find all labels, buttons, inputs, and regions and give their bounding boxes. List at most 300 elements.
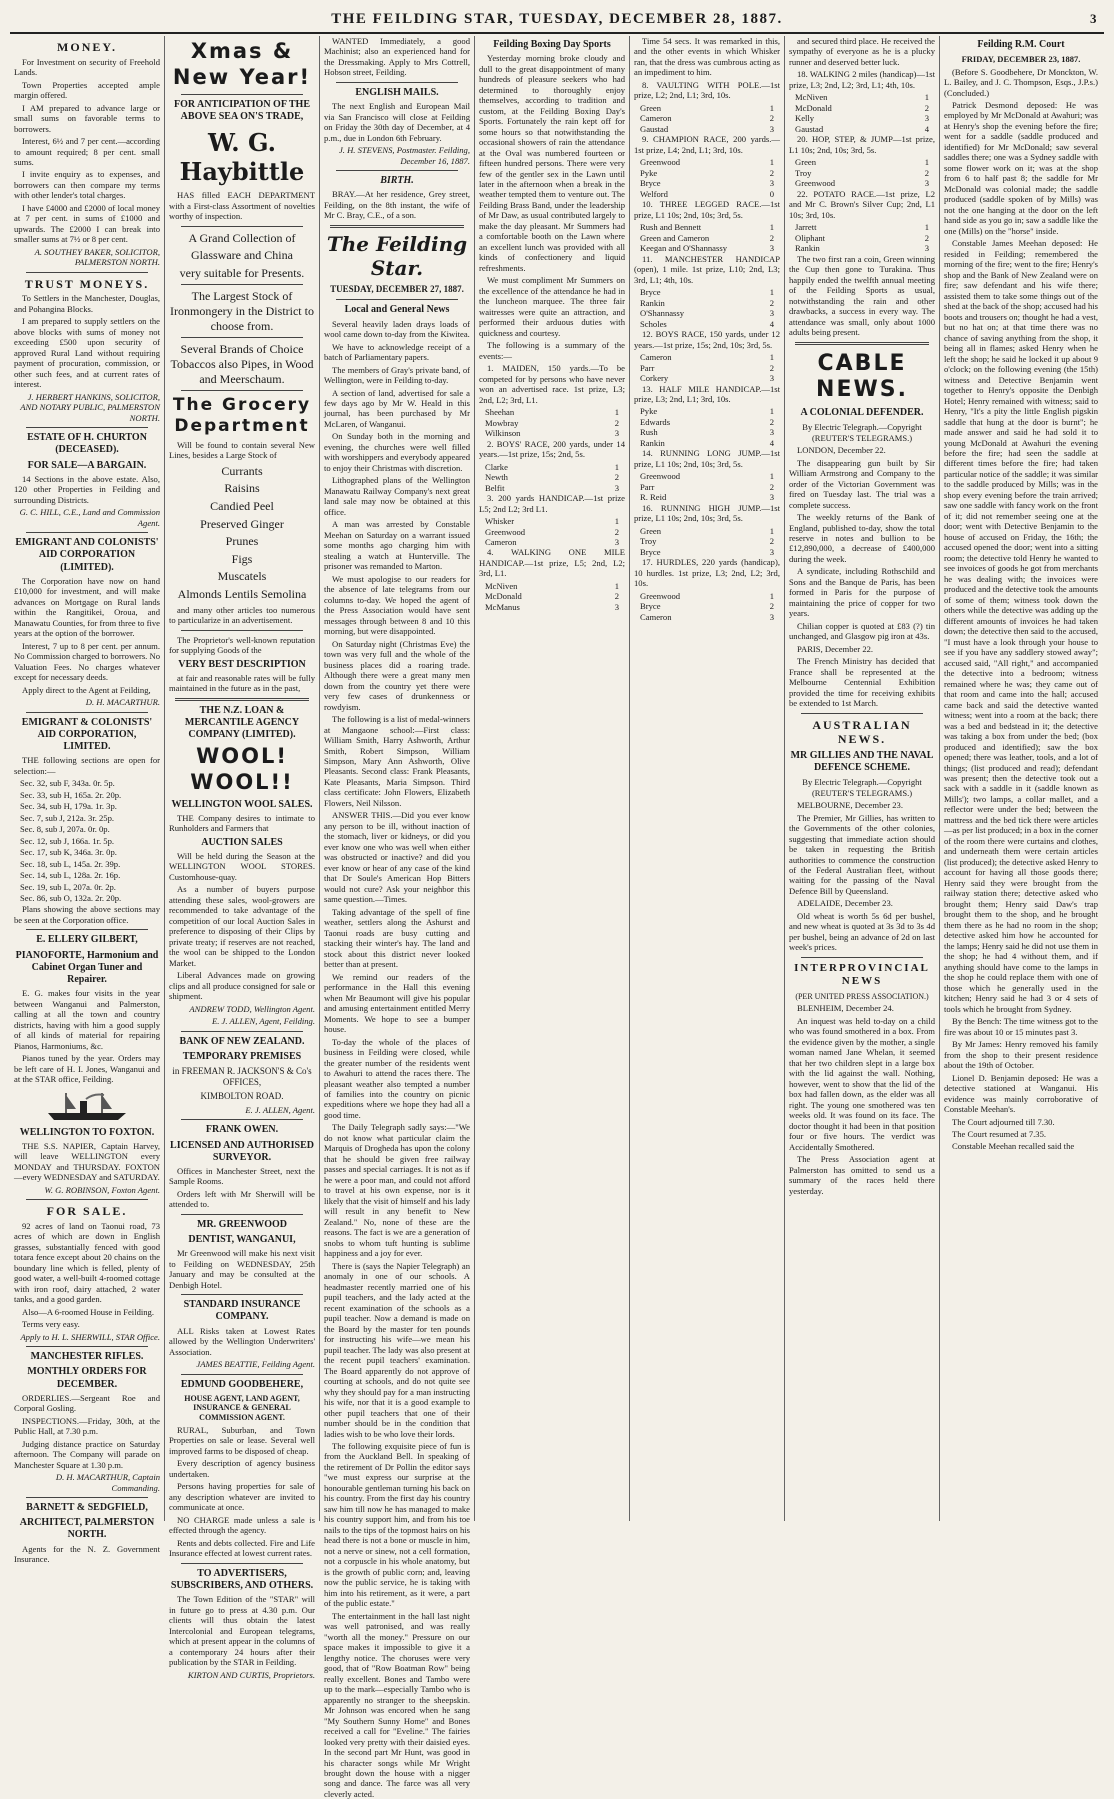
masthead <box>10 6 1104 34</box>
result-name: Gaustad <box>640 123 669 134</box>
result-name: Green <box>795 157 816 168</box>
result-row <box>479 591 625 601</box>
court-text: By Mr James: Henry removed his family from the shop to their present residence about the 19th of October. <box>944 1039 1098 1071</box>
result-place: 2 <box>769 536 774 547</box>
event-title: 17. HURDLES, 220 yards (handicap), 10 hurdles. 1st prize, L3; 2nd, L2; 3rd, 10s. <box>634 557 780 589</box>
rifles-sub: MONTHLY ORDERS FOR DECEMBER. <box>27 1366 147 1390</box>
colonial-heading: A COLONIAL DEFENDER. <box>800 407 924 419</box>
result-name: Rush <box>640 427 658 438</box>
result-name: McManus <box>485 601 520 612</box>
result-place: 1 <box>769 352 774 363</box>
sports-continued: Time 54 secs. It was remarked in this, and the other events in which Whisker ran, that the dress was cumbrous acting as an impediment to him. <box>634 36 780 78</box>
wool-signature: ANDREW TODD, Wellington Agent. <box>189 1003 315 1014</box>
cable-item: A syndicate, including Rothschild and Sons and the Banque de Paris, has been formed in Paris for the purpose of maintaining the price of copper for two years. <box>789 566 935 619</box>
divider <box>801 713 923 714</box>
xmas-text: A Grand Collection of <box>188 230 296 245</box>
result-row <box>789 178 935 188</box>
divider <box>336 299 458 300</box>
sports-heading: Feilding Boxing Day Sports <box>493 39 611 50</box>
grocery-item: Prunes <box>225 534 259 549</box>
event-title: 13. HALF MILE HANDICAP.—1st prize, L3; 2nd, L1; 3rd, 10s. <box>634 383 780 404</box>
column-6 <box>785 36 940 1521</box>
grocery-item: Preserved Ginger <box>200 516 284 531</box>
event-title: 3. 200 yards HANDICAP.—1st prize L5; 2nd L2; 3rd L1. <box>479 493 625 514</box>
divider <box>26 1497 148 1498</box>
money-heading: MONEY. <box>57 40 117 54</box>
estate-sub: FOR SALE—A BARGAIN. <box>27 459 147 471</box>
money-text: Town Properties accepted ample margin offered. <box>14 79 160 101</box>
result-name: McDonald <box>485 591 522 602</box>
divider <box>181 1214 303 1215</box>
aus-item: The Premier, Mr Gillies, has written to the Governments of the other colonies, suggesting that immediate action should be taken in requesting the British authorities to commence the construction of the Federal Australian fleet, without waiting for the passing of the Naval Defence Bill by Queensland. <box>789 812 935 896</box>
owen-text: Offices in Manchester Street, next the Sample Rooms. <box>169 1165 315 1187</box>
result-name: Green <box>640 525 661 536</box>
result-place: 3 <box>924 243 929 254</box>
result-place: 2 <box>614 591 619 602</box>
rifles-signature: D. H. MACARTHUR, Captain Commanding. <box>55 1472 160 1493</box>
greenwood-sub: DENTIST, WANGANUI, <box>188 1234 296 1246</box>
result-place: 3 <box>769 123 774 134</box>
rural-text: Every description of agency business undertaken. <box>169 1458 315 1479</box>
result-place: 1 <box>769 222 774 233</box>
result-row <box>634 547 780 557</box>
result-row <box>634 352 780 362</box>
result-place: 2 <box>924 167 929 178</box>
local-news-item: The members of Gray's private band, of Wellington, were in Feilding to-day. <box>324 364 470 386</box>
trust-signature: J. HERBERT HANKINS, SOLICITOR, AND NOTARY PUBLIC, PALMERSTON NORTH. <box>20 391 160 423</box>
sections-text: Plans showing the above sections may be seen at the Corporation office. <box>14 904 160 925</box>
paper-title: The Feilding Star. <box>326 231 468 281</box>
wool-text: Will be held during the Season at the WELLINGTON WOOL STORES. Customhouse-quay. <box>169 850 315 882</box>
estate-signature: G. C. HILL, C.E., Land and Commission Agent. <box>19 507 160 528</box>
result-row <box>634 319 780 329</box>
event-title: 22. POTATO RACE.—1st prize, L2 and Mr C. Brown's Silver Cup; 2nd, L1 10s; 3rd, 10s. <box>789 188 935 220</box>
result-row <box>634 308 780 318</box>
result-row <box>634 492 780 502</box>
divider <box>26 712 148 713</box>
result-place: 3 <box>769 178 774 189</box>
result-name: O'Shannassy <box>640 308 685 319</box>
divider <box>330 225 464 228</box>
result-place: 3 <box>614 536 619 547</box>
cable-sub: By Electric Telegraph.—Copyright (REUTER'S TELEGRAMS.) <box>802 422 922 443</box>
loan-company: THE N.Z. LOAN & MERCANTILE AGENCY COMPANY (LIMITED). <box>184 704 300 741</box>
result-place: 2 <box>769 113 774 124</box>
emigrant-text: Interest, 7 up to 8 per cent. per annum. No Commission charged to borrowers. No Valuation Fees. No charges whatever except for necessary deeds. <box>14 640 160 683</box>
sports-intro: The following is a summary of the events:— <box>479 340 625 361</box>
cable-news-heading: CABLE NEWS. <box>816 350 908 403</box>
tobacco-text: Several Brands of Choice Tobaccos also Pipes, in Wood and Meerschaum. <box>170 342 314 386</box>
result-name: Pyke <box>640 167 658 178</box>
result-row <box>634 406 780 416</box>
sale-text: 92 acres of land on Taonui road, 73 acres of which are down in English grasses, substantially fenced with good totara fence except about 20 chains on the boundary line which is felled, plenty of good water, a well-built 4-roomed cottage with iron roof, dairy attached, 2 water tanks, and a good garden. <box>14 1220 160 1305</box>
result-name: Greenwood <box>640 590 681 601</box>
result-row <box>634 157 780 167</box>
result-row <box>479 472 625 482</box>
divider <box>336 170 458 171</box>
money-text: I invite enquiry as to expenses, and borrowers can then compare my terms with other lender's total charges. <box>14 169 160 201</box>
result-row <box>634 438 780 448</box>
result-row <box>634 526 780 536</box>
result-place: 1 <box>614 407 619 418</box>
interprovincial-sub: (PER UNITED PRESS ASSOCIATION.) <box>795 991 929 1001</box>
event-title: 16. RUNNING HIGH JUMP.—1st prize, L1 10s; 2nd, 10s; 3rd, 5s. <box>634 502 780 524</box>
result-place: 2 <box>614 417 619 428</box>
steamship-icon <box>42 1089 132 1123</box>
emigrant-heading: EMIGRANT AND COLONISTS' AID CORPORATION (LIMITED). <box>15 537 159 573</box>
result-row <box>634 287 780 297</box>
result-name: Rankin <box>640 437 665 448</box>
result-name: Belfit <box>485 482 505 493</box>
local-news-item: On Sunday both in the morning and evening, the churches were well filled with worshippers and everybody appeared to enjoy their Christmas with discretion. <box>324 431 470 473</box>
cable-item: The disappearing gun built by Sir William Armstrong and Company to the order of the Victorian Government was fired on Tuesday last. The trial was a complete success. <box>789 457 935 510</box>
section-item: Sec. 12, sub J, 166a. 1r. 5p. <box>20 835 115 846</box>
xmas-sub: FOR ANTICIPATION OF THE ABOVE SEA ON'S TRADE, <box>173 99 311 123</box>
column-2 <box>165 36 320 1680</box>
result-place: 3 <box>614 428 619 439</box>
local-news-item: We have to acknowledge receipt of a batch of Parliamentary papers. <box>324 341 470 363</box>
section-item: Sec. 32, sub F, 343a. 0r. 5p. <box>20 778 115 789</box>
result-place: 4 <box>769 318 774 329</box>
sections-text: THE following sections are open for selection:— <box>14 755 160 776</box>
proprietor-heading: VERY BEST DESCRIPTION <box>178 658 306 670</box>
result-name: Bryce <box>640 178 661 189</box>
result-name: Cameron <box>640 113 672 124</box>
result-row <box>634 536 780 546</box>
event-title: 2. BOYS' RACE, 200 yards, under 14 years.—1st prize, 15s; 2nd, 5s. <box>479 438 625 460</box>
local-news-item: The following is a list of medal-winners at Mangaone school:—First class: William Smith, Harry Ashworth, Arthur Smith, Robert Simpson, William Simpson, Mary Ann Ashworth, Olive Pleasants. Second class: Frank Pleasants, Kate Pleasants, Maria Simpson. Third class certificate: John Flowers, Elizabeth Flowers, Neil Nilsson. <box>324 714 470 808</box>
result-place: 3 <box>769 373 774 384</box>
result-name: Troy <box>795 167 812 178</box>
rural-text: Rents and debts collected. Fire and Life Insurance effected at lowest current rates. <box>169 1537 315 1559</box>
local-news-item: The entertainment in the hall last night was well patronised, and was really "worth all the money." Pressure on our space makes it impossible to give it a lengthy notice. The choruses were very good, that of "Row Boatman Row" being really excellent. Bones and Tambo were up to the mark—especially Tambo who is apparently no stranger to the sheepskin. Mr Johnson was encored when he sang "My Southern Sunny Home" and Bones received a call for "Eveline." The fairies looked very pretty with their daisied eyes. In the second part Mr Hunt, was good in his character songs while Mr Wright brought down the house with a nigger song and dance. The farce was all very cleverly acted. <box>324 1610 470 1799</box>
bank-text: KIMBOLTON ROAD. <box>200 1090 284 1101</box>
local-news-item: The Daily Telegraph sadly says:—"We do not know what particular claim the Marquis of Drogheda has upon the colony that he should be given free railway passes and special carriages. It is not as if he were a poor man, and could not afford to travel at his own expense, nor is it likely that the visit of himself and his lady will result in any benefit to New Zealand." No, none of these are the reasons. The fact is we are a generation of snobs to whom tuft hunting is sublime happiness and a joy for ever. <box>324 1122 470 1259</box>
local-news-item: We remind our readers of the performance in the Hall this evening when Mr Beaumont will give his popular and amusing entertainment entitled Merry Moments. We hope to see a bumper house. <box>324 971 470 1035</box>
result-name: Wilkinson <box>485 428 521 439</box>
divider <box>26 1199 148 1200</box>
result-row <box>634 591 780 601</box>
gillies-heading: MR GILLIES AND THE NAVAL DEFENCE SCHEME. <box>790 750 934 774</box>
section-item: Sec. 18, sub L, 145a. 2r. 39p. <box>20 858 121 869</box>
divider <box>26 532 148 533</box>
event-title: 14. RUNNING LONG JUMP.—1st prize, L1 10s; 2nd, 10s; 3rd, 5s. <box>634 448 780 469</box>
result-name: Greenwood <box>485 526 526 537</box>
result-name: Bryce <box>640 287 661 298</box>
section-item: Sec. 17, sub K, 346a. 3r. 0p. <box>20 847 117 858</box>
divider <box>181 1374 303 1375</box>
result-place: 3 <box>769 427 774 438</box>
result-row <box>789 243 935 253</box>
event-title: 9. CHAMPION RACE, 200 yards.—1st prize, L4; 2nd, L1; 3rd, 10s. <box>634 134 780 155</box>
result-row <box>634 471 780 481</box>
court-heading: Feilding R.M. Court <box>977 39 1065 50</box>
result-name: Rankin <box>640 297 665 308</box>
result-row <box>479 407 625 417</box>
result-row <box>789 113 935 123</box>
result-place: 3 <box>769 243 774 254</box>
result-name: Clarke <box>485 461 508 472</box>
result-name: Cameron <box>640 352 672 363</box>
xmas-text: HAS filled EACH DEPARTMENT with a First-class Assortment of novelties worthy of inspection. <box>169 190 315 222</box>
divider <box>181 630 303 631</box>
section-item: Sec. 14, sub L, 128a. 2r. 16p. <box>20 870 121 881</box>
result-name: Greenwood <box>640 157 681 168</box>
event-title: 10. THREE LEGGED RACE.—1st prize, L1 10s; 2nd, 10s; 3rd, 5s. <box>634 199 780 220</box>
court-text: Patrick Desmond deposed: He was employed by Mr McDonald at Awahuri; was at Henry's shop the evening before the fire; went for a saddle (saddle produced and identified) for Mr McDonald; saw several saddles there; one was a Sydney saddle with some flower work on it; was at the shop from 6 to half past 8; the saddle for Mr McDonald was colonial made; the saddle produced (saddle spoken of by Mills) was not the one hanging at the door on the left hand side as you go in; saw a saddle like the one (Mills) on the "horse" inside. <box>944 100 1098 236</box>
result-name: McNiven <box>795 92 828 103</box>
money-sub: For Investment on security of Freehold Lands. <box>14 56 160 78</box>
result-row <box>634 124 780 134</box>
grocery-item: Raisins <box>224 481 260 496</box>
merchant-name: W. G. Haybittle <box>179 127 305 186</box>
result-name: Keegan and O'Shannassy <box>640 243 727 254</box>
result-row <box>789 103 935 113</box>
result-place: 2 <box>769 416 774 427</box>
result-place: 4 <box>924 123 929 134</box>
result-row <box>479 418 625 428</box>
local-news-item: The following exquisite piece of fun is from the Auckland Bell. In speaking of the retirement of Dr Pollin the editor says "we must express our surprise at the honourable gentleman turning his back on his country. From the first day his country saw him till now he has managed to make his country support him, and from his toe nails to the tips of the topmost hairs on his head there is not a bone or muscle in him, not a nerve or sinew, not a cell formation, not a corpuscle in his whole anatomy, but is the growth of public corn; and, leaving now the public service, he is taking with him into his retirement, as it were, a part of the public estate." <box>324 1440 470 1609</box>
result-row <box>479 428 625 438</box>
rifles-heading: MANCHESTER RIFLES. <box>30 1351 144 1363</box>
bank-signature: E. J. ALLEN, Agent. <box>245 1104 315 1115</box>
result-row <box>789 124 935 134</box>
section-item: Sec. 34, sub H, 179a. 1r. 3p. <box>20 801 117 812</box>
sports-intro: Yesterday morning broke cloudy and dull to the great disappointment of many hundreds of pleasure seekers who had determined to thoroughly enjoy themselves, according to tradition and custom, at the Feilding Boxing Day's Sports. Fortunately the rain kept off for some hours so that notwithstanding the occasional showers of rain the attendance at the Oval was numbered fourteen or fifteen hundred persons. There were very few of the gentler sex in the Lawn until later in the afternoon when a break in the weather tempted them to venture out. The Feilding Brass Band, under the leadership of Mr Daw, as usual contributed largely to make the day pleasant. Mr Summers had a comfortable booth on the Lawn where an excellent lunch was provided with all kinds of confectionery and liquid refreshments. <box>479 53 625 273</box>
interprovincial-heading: INTERPROVINCIAL NEWS <box>794 961 930 988</box>
divider <box>181 226 303 227</box>
wool-signature: E. J. ALLEN, Agent, Feilding. <box>211 1016 315 1027</box>
result-place: 1 <box>769 525 774 536</box>
ellery-text: E. G. makes four visits in the year between Wanganui and Palmerston, calling at all the town and country districts, having with him a good supply of all kinds of material for repairing Pianos, Harmoniums, &c. <box>14 988 160 1051</box>
columns <box>10 36 1104 1799</box>
trust-text: To Settlers in the Manchester, Douglas, and Pohangina Blocks. <box>14 293 160 314</box>
court-text: Lionel D. Benjamin deposed: He was a detective stationed at Wanganui. His evidence was mainly corroborative of Constable Meehan's. <box>944 1072 1098 1115</box>
sale-text: Also—A 6-roomed House in Feilding. <box>22 1306 155 1317</box>
court-text: By the Bench: The time witness got to the fire was about 10 or 15 minutes past 3. <box>944 1016 1098 1037</box>
result-row <box>789 222 935 232</box>
result-name: Kelly <box>795 113 815 124</box>
trust-text: I am prepared to supply settlers on the above blocks with sums of money not exceeding £500 upon security of approved Rural Land without requiring payment of procuration, commission, or other such fees, and at current rates of interest. <box>14 316 160 390</box>
result-row <box>634 482 780 492</box>
goodbehere-heading: EDMUND GOODBEHERE, <box>180 1378 304 1390</box>
result-name: Parr <box>640 362 655 373</box>
glassware-label: Glassware and China <box>191 248 293 263</box>
result-row <box>634 363 780 373</box>
grocery-item: Almonds Lentils Semolina <box>177 587 307 602</box>
local-news-item: A section of land, advertised for sale a few days ago by Mr W. Heald in this journal, has been purchased by Mr McLaren, of Wanganui. <box>324 387 470 429</box>
result-place: 3 <box>924 178 929 189</box>
ship-text: THE S.S. NAPIER, Captain Harvey, will leave WELLINGTON every MONDAY and THURSDAY. FOXTON—every WEDNESDAY and SATURDAY. <box>14 1140 160 1183</box>
result-place: 1 <box>614 461 619 472</box>
proprietor-text: at fair and reasonable rates will be fully maintained in the future as in the past, <box>169 672 315 694</box>
aus-item: ADELAIDE, December 23. <box>797 898 893 909</box>
result-name: Rush and Bennett <box>640 222 702 233</box>
result-row <box>789 92 935 102</box>
grocery-item: Candied Peel <box>210 498 274 513</box>
result-row <box>634 168 780 178</box>
ellery-heading: E. ELLERY GILBERT, <box>36 934 138 946</box>
bank-text: in FREEMAN R. JACKSON'S & Co's OFFICES, <box>172 1065 312 1087</box>
grocery-item: Figs <box>231 551 253 566</box>
result-place: 1 <box>614 516 619 527</box>
result-name: Cameron <box>640 611 672 622</box>
advertisers-signature: KIRTON AND CURTIS, Proprietors. <box>187 1669 315 1680</box>
rural-text: RURAL, Suburban, and Town Properties on sale or lease. Several well improved farms to be disposed of cheap. <box>169 1424 315 1456</box>
standard-signature: JAMES BEATTIE, Feilding Agent. <box>196 1359 315 1370</box>
greenwood-text: Mr Greenwood will make his next visit to Feilding on WEDNESDAY, 25th January and may be consulted at the Denbigh Hotel. <box>169 1248 315 1290</box>
result-place: 1 <box>769 157 774 168</box>
column-5 <box>630 36 785 1521</box>
money-signature: A. SOUTHEY BAKER, SOLICITOR, PALMERSTON NORTH. <box>34 246 160 268</box>
result-place: 1 <box>769 287 774 298</box>
bank-heading: BANK OF NEW ZEALAND. <box>179 1035 305 1047</box>
court-before: (Before S. Goodbehere, Dr Monckton, W. L. Bailey, and J. C. Thompson, Esqs., J.P.s.) (Concluded.) <box>944 66 1098 98</box>
result-row <box>789 168 935 178</box>
result-place: 2 <box>614 526 619 537</box>
rural-text: NO CHARGE made unless a sale is effected through the agency. <box>169 1514 315 1536</box>
result-place: 1 <box>614 580 619 591</box>
result-place: 2 <box>769 232 774 243</box>
barnett-sub: ARCHITECT, PALMERSTON NORTH. <box>19 1517 155 1541</box>
emigrant-signature: D. H. MACARTHUR. <box>85 697 160 708</box>
result-place: 1 <box>769 406 774 417</box>
section-item: Sec. 86, sub O, 132a. 2r. 20p. <box>20 893 122 903</box>
result-place: 3 <box>769 546 774 557</box>
result-place: 1 <box>924 92 929 103</box>
result-row <box>634 113 780 123</box>
result-row <box>479 462 625 472</box>
money-text: I AM prepared to advance large or small sums on favorable terms to borrowers. <box>14 102 160 134</box>
sports-intro: We must compliment Mr Summers on the excellence of the attendance he had in the luncheon marquee. The three fair waitresses were quite an attraction, and performed their arduous duties with quickness and courtesy. <box>479 275 625 338</box>
birth-text: BRAY.—At her residence, Grey street, Feilding, on the 8th instant, the wife of Mr C. Bray, C.E., of a son. <box>324 189 470 221</box>
result-row <box>634 233 780 243</box>
rifles-text: INSPECTIONS.—Friday, 30th, at the Public Hall, at 7.30 p.m. <box>14 1415 160 1437</box>
wool-text: Liberal Advances made on growing clips and all produce consigned for sale or shipment. <box>169 970 315 1002</box>
xmas-text: very suitable for Presents. <box>179 265 305 280</box>
result-name: Oliphant <box>795 232 826 243</box>
grocery-text: Will be found to contain several New Lines, besides a Large Stock of <box>169 439 315 461</box>
divider <box>26 929 148 930</box>
result-row <box>634 298 780 308</box>
emigrant-text: Apply direct to the Agent at Feilding, <box>22 684 151 695</box>
result-place: 3 <box>924 113 929 124</box>
divider <box>181 1119 303 1120</box>
result-place: 3 <box>614 482 619 493</box>
column-3 <box>320 36 475 1799</box>
rifles-text: Judging distance practice on Saturday afternoon. The Company will parade on Manchester Square at 1.30 p.m. <box>14 1438 160 1470</box>
result-place: 2 <box>769 362 774 373</box>
event-title: 4. WALKING ONE MILE HANDICAP.—1st prize, L5; 2nd, L2; 3rd, L1. <box>479 547 625 579</box>
result-name: Bryce <box>640 601 661 612</box>
result-row <box>634 601 780 611</box>
advertisers-text: The Town Edition of the "STAR" will in future go to press at 4.30 p.m. Our clients will thus obtain the latest Intercolonial and European telegrams, which at present appear in the columns of a contemporary 24 hours after their publication by the STAR in Feilding. <box>169 1594 315 1668</box>
result-name: R. Reid <box>640 492 667 503</box>
advertisers-heading: TO ADVERTISERS, SUBSCRIBERS, AND OTHERS. <box>170 1567 314 1591</box>
divider <box>181 1031 303 1032</box>
sale-text: Terms very easy. <box>22 1319 80 1330</box>
grocery-heading: The Grocery Department <box>172 395 312 436</box>
result-name: Troy <box>640 536 657 547</box>
divider <box>181 1294 303 1295</box>
rural-text: Persons having properties for sale of any description whatever are invited to communicate at once. <box>169 1481 315 1513</box>
ship-signature: W. G. ROBINSON, Foxton Agent. <box>44 1184 160 1195</box>
standard-heading: STANDARD INSURANCE COMPANY. <box>183 1299 301 1323</box>
result-row <box>479 527 625 537</box>
sale-heading: FOR SALE. <box>46 1204 128 1219</box>
result-place: 1 <box>924 222 929 233</box>
event-title: 8. VAULTING WITH POLE.—1st prize, L2; 2nd, L1; 3rd, 10s. <box>634 79 780 101</box>
ellery-text: Pianos tuned by the year. Orders may be left care of H. I. Jones, Wanganui and at the STAR office, Feilding. <box>14 1053 160 1085</box>
inter-item: BLENHEIM, December 24. <box>797 1003 894 1014</box>
result-place: 2 <box>614 472 619 483</box>
result-place: 2 <box>769 601 774 612</box>
estate-text: 14 Sections in the above estate. Also, 120 other Properties in Feilding and surrounding Districts. <box>14 473 160 505</box>
section-item: Sec. 8, sub J, 207a. 0r. 0p. <box>20 824 110 835</box>
wool-text: As a number of buyers purpose attending these sales, wool-growers are recommended to take advantage of the competition of our local Auction Sales in preference to disposing of their Clips by private treaty; if reserves are not reached, the wool can be shipped to the London Market. <box>169 884 315 968</box>
event-title: 12. BOYS RACE, 150 yards, under 12 years.—1st prize, 15s; 2nd, 10s; 3rd, 5s. <box>634 329 780 350</box>
sections-heading: EMIGRANT & COLONISTS' AID CORPORATION, LIMITED. <box>21 716 153 752</box>
result-name: Cameron <box>485 536 517 547</box>
wool-sub: WELLINGTON WOOL SALES. <box>171 798 313 810</box>
result-name: Greenwood <box>795 178 836 189</box>
section-item: Sec. 33, sub H, 165a. 2r. 20p. <box>20 789 122 800</box>
result-place: 1 <box>924 157 929 168</box>
divider <box>175 698 309 701</box>
aus-item: MELBOURNE, December 23. <box>797 800 903 811</box>
estate-heading: ESTATE OF H. CHURTON (DECEASED). <box>27 432 147 456</box>
ellery-sub: PIANOFORTE, Harmonium and Cabinet Organ Tuner and Repairer. <box>15 949 159 986</box>
result-name: Newth <box>485 472 508 483</box>
cable-item: PARIS, December 22. <box>797 643 874 654</box>
inter-item: An inquest was held to-day on a child who was found smothered in a box. From the evidence given by the mother, a single woman named Jane Whelan, it seemed that her two children slept in a large box with the lid against the wall. Nothing, however, went to show that the lid of the box had fallen down, as the elder was all right. The young one smothered was ten weeks old. It was found on its face. The doctor thought it had been in that position four or five hours. The verdict was Accidentally Smothered. <box>789 1015 935 1152</box>
rifles-text: ORDERLIES.—Sergeant Roe and Corporal Gosling. <box>14 1392 160 1414</box>
result-name: Rankin <box>795 243 820 254</box>
court-text: Constable Meehan recalled said the <box>952 1141 1075 1152</box>
local-news-item: There is (says the Napier Telegraph) an anomaly in one of our schools. A headmaster recently married one of his pupil teachers, and the lady acted at the recent examination of the schools as a pupil teacher. Now a demand is made on the Board by the master for ten pounds for instructing his wife—we mean his pupil teacher. The lady was also present at the recent pupil teachers' examination. The Board apparently do not approve of courting at schools, and do not quite see why they should pay for a man instructing his wife, nor that it is a good example to other pupil teachers that one of their number should be in the condition that ladies wish to be who love their lords. <box>324 1260 470 1439</box>
divider <box>181 284 303 285</box>
local-news-item: To-day the whole of the places of business in Feilding were closed, while the greater number of the residents went to Awahuri to attend the races there. The pleasant weather also tempted a number of families into the country on picnic expeditions where we hope they had all a good time. <box>324 1036 470 1120</box>
cable-item: LONDON, December 22. <box>797 445 886 456</box>
divider <box>26 1346 148 1347</box>
result-name: Mowbray <box>485 417 519 428</box>
local-news-item: We must apologise to our readers for the absence of late telegrams from our columns to-day. We hoped the agent of the Press Association would have sent messages through between 8 and 10 this morning, but were disappointed. <box>324 573 470 637</box>
result-row <box>634 222 780 232</box>
local-news-item: On Saturday night (Christmas Eve) the town was very full and the whole of the business places did a roaring trade. Although there were a great many men down from the country yet there were very few cases of drunkenness or rowdyism. <box>324 638 470 712</box>
result-row <box>789 233 935 243</box>
result-name: McDonald <box>795 102 832 113</box>
result-row <box>479 516 625 526</box>
result-place: 1 <box>769 590 774 601</box>
result-row <box>479 537 625 547</box>
event-title: 20. HOP, STEP, & JUMP—1st prize, L1 10s; 2nd, 10s; 3rd, 5s. <box>789 134 935 155</box>
grocery-text: and many other articles too numerous to particularize in an advertisement. <box>169 604 315 626</box>
local-news-item: ANSWER THIS.—Did you ever know any person to be ill, without inaction of the stomach, liver or kidneys, or did you ever know one who was well when either was obstructed or inactive? and did you ever know or hear of any case of the kind that Dr Soule's American Hop Bitters would not cure? Ask your neighbor this same question.—Times. <box>324 810 470 905</box>
result-name: Welford <box>640 188 668 199</box>
grocery-item: Currants <box>221 463 263 478</box>
local-news-item: Several heavily laden drays loads of wool came down to-day from the Kiwitea. <box>324 318 470 340</box>
wanted-ad: WANTED Immediately, a good Machinist; also an experienced hand for the Dressmaking. Apply to Mrs Cottrell, Hobson street, Feilding. <box>324 36 470 78</box>
section-item: Sec. 7, sub J, 212a. 3r. 25p. <box>20 812 115 823</box>
divider <box>181 337 303 338</box>
divider <box>26 272 148 273</box>
result-row <box>634 417 780 427</box>
money-text: I have £4000 and £2000 of local money at 7 per cent. in sums of £1000 and upwards. The £2000 I can break into smaller sums at 7½ or 8 per cent. <box>14 202 160 245</box>
mails-heading: ENGLISH MAILS. <box>355 86 439 98</box>
cable-item: The weekly returns of the Bank of England, published to-day, show the total reserve in notes and bullion to be £12,890,000, a decrease of £400,000 during the week. <box>789 512 935 564</box>
result-row <box>789 157 935 167</box>
wool-heading: WOOL! WOOL!! <box>190 744 294 794</box>
